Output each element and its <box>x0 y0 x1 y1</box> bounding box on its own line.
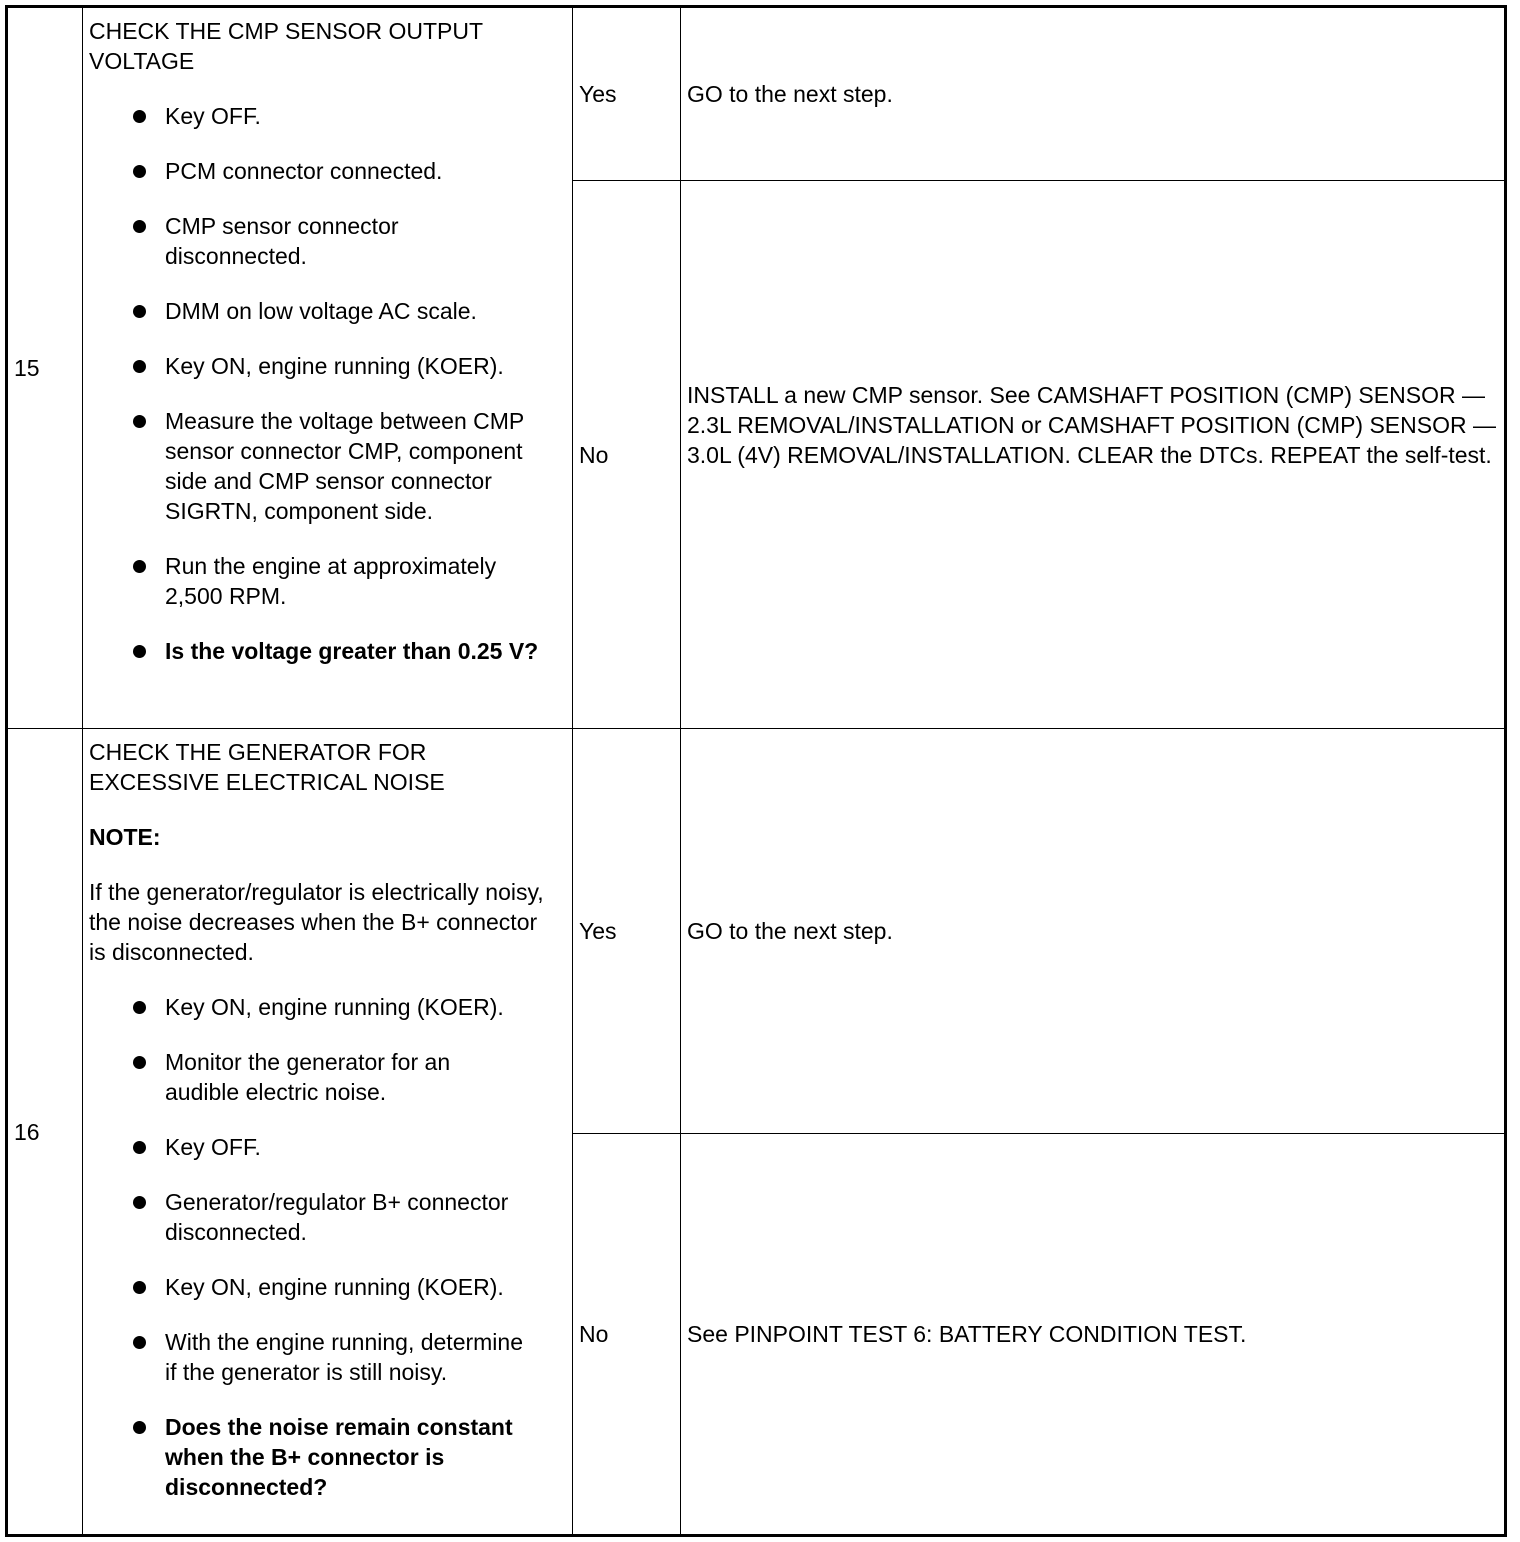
list-item: Key ON, engine running (KOER). <box>89 351 566 381</box>
no-label: No <box>573 181 681 729</box>
step-instructions <box>89 992 566 1502</box>
yes-label: Yes <box>573 7 681 181</box>
yes-label: Yes <box>573 729 681 1133</box>
step-number: 15 <box>7 7 83 729</box>
step-question: Does the noise remain constant when the B+ connector is disconnected? <box>89 1412 566 1502</box>
list-item: Key OFF. <box>89 1132 566 1162</box>
list-item: Monitor the generator for an audible electric noise. <box>89 1047 566 1107</box>
no-label: No <box>573 1133 681 1535</box>
no-result: INSTALL a new CMP sensor. See CAMSHAFT POSITION (CMP) SENSOR — 2.3L REMOVAL/INSTALLATION or CAMSHAFT POSITION (CMP) SENSOR — 3.0L (4V) REMOVAL/INSTALLATION. CLEAR the DTCs. REPEAT the self-test. <box>681 181 1506 729</box>
step-title: CHECK THE GENERATOR FOR EXCESSIVE ELECTRICAL NOISE <box>89 739 445 796</box>
list-item: Key OFF. <box>89 101 566 131</box>
no-result: See PINPOINT TEST 6: BATTERY CONDITION TEST. <box>681 1133 1506 1535</box>
step-row <box>7 729 1506 1133</box>
list-item: Run the engine at approximately 2,500 RPM. <box>89 551 566 611</box>
step-title: CHECK THE CMP SENSOR OUTPUT VOLTAGE <box>89 18 483 74</box>
step-number: 16 <box>7 729 83 1536</box>
step-instructions <box>89 101 566 666</box>
yes-result: GO to the next step. <box>681 729 1506 1133</box>
list-item: Measure the voltage between CMP sensor connector CMP, component side and CMP sensor connector SIGRTN, component side. <box>89 406 566 526</box>
list-item: DMM on low voltage AC scale. <box>89 296 566 326</box>
list-item: With the engine running, determine if the generator is still noisy. <box>89 1327 566 1387</box>
step-action-cell <box>83 7 573 729</box>
step-action-cell <box>83 729 573 1536</box>
list-item: Key ON, engine running (KOER). <box>89 1272 566 1302</box>
list-item: Generator/regulator B+ connector disconnected. <box>89 1187 566 1247</box>
pinpoint-test-table <box>5 5 1507 1537</box>
list-item: Key ON, engine running (KOER). <box>89 992 566 1022</box>
list-item: PCM connector connected. <box>89 156 566 186</box>
note-heading: NOTE: <box>89 824 161 851</box>
yes-result: GO to the next step. <box>681 7 1506 181</box>
list-item: CMP sensor connector disconnected. <box>89 211 566 271</box>
step-row <box>7 7 1506 181</box>
step-question: Is the voltage greater than 0.25 V? <box>89 636 566 666</box>
note-text: If the generator/regulator is electrically noisy, the noise decreases when the B+ connector is disconnected. <box>89 879 544 966</box>
